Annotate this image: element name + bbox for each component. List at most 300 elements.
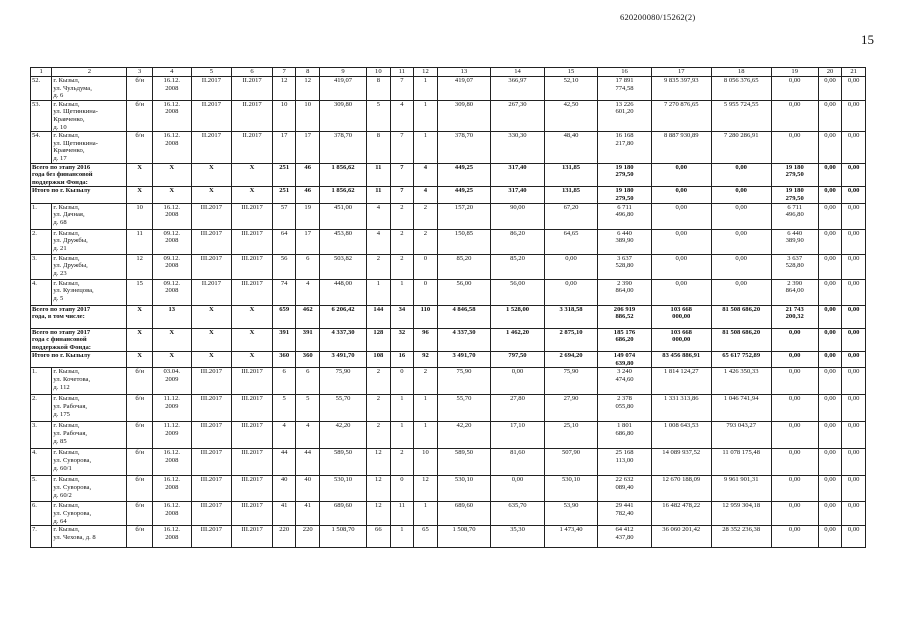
table-cell: 19 180 279,50 <box>598 187 652 203</box>
table-cell: III.2017 <box>191 422 232 449</box>
table-row <box>31 254 866 279</box>
table-cell: X <box>191 163 232 187</box>
table-cell: 0 <box>414 254 438 279</box>
table-cell: 0,00 <box>842 163 866 187</box>
table-cell: III.2017 <box>232 526 273 548</box>
table-row <box>31 77 866 101</box>
table-cell: 6 440 389,90 <box>771 229 818 254</box>
table-cell: 96 <box>414 328 438 352</box>
table-cell: 1 426 350,33 <box>711 368 771 395</box>
table-cell: 17 <box>296 132 320 163</box>
table-cell: 11 <box>390 502 414 526</box>
table-cell: 75,90 <box>544 368 598 395</box>
table-cell: 17 <box>272 132 296 163</box>
table-cell: 0,00 <box>818 395 842 422</box>
table-cell: 11 078 175,48 <box>711 449 771 476</box>
table-cell: 0,00 <box>491 368 545 395</box>
table-cell: 42,20 <box>319 422 366 449</box>
table-cell: 7 <box>390 187 414 203</box>
table-cell: III.2017 <box>191 229 232 254</box>
table-cell: 10 <box>414 449 438 476</box>
table-cell: г. Кызыл, ул. Рабочая, д. 175 <box>52 395 127 422</box>
table-cell: 419,07 <box>319 77 366 101</box>
table-cell: X <box>153 352 192 368</box>
table-cell: 16.12. 2008 <box>153 77 192 101</box>
table-cell: 391 <box>272 328 296 352</box>
table-cell: 0,00 <box>818 352 842 368</box>
table-cell: 309,80 <box>319 100 366 131</box>
table-cell: Итого по г. Кызылу <box>31 352 127 368</box>
table-cell: 0,00 <box>771 328 818 352</box>
table-cell: 391 <box>296 328 320 352</box>
table-cell: X <box>127 305 153 328</box>
table-cell: 25,10 <box>544 422 598 449</box>
table-cell: 65 <box>414 526 438 548</box>
table-cell: 12 <box>296 77 320 101</box>
table-cell: 3. <box>31 422 52 449</box>
table-cell: 42,50 <box>544 100 598 131</box>
table-cell: III.2017 <box>191 476 232 502</box>
table-cell: 8 887 930,89 <box>651 132 711 163</box>
table-cell: 206 919 886,52 <box>598 305 652 328</box>
table-cell: 6 711 496,80 <box>771 203 818 229</box>
table-cell: 0,00 <box>711 187 771 203</box>
table-cell: 0,00 <box>818 132 842 163</box>
table-cell: 530,10 <box>319 476 366 502</box>
table-cell: 530,10 <box>544 476 598 502</box>
table-cell: 7. <box>31 526 52 548</box>
table-cell: 0,00 <box>818 502 842 526</box>
table-cell: 19 <box>296 203 320 229</box>
table-cell: 12 <box>367 449 391 476</box>
table-cell: III.2017 <box>191 502 232 526</box>
table-cell: 267,30 <box>491 100 545 131</box>
table-cell: 589,50 <box>319 449 366 476</box>
table-cell: 36 060 201,42 <box>651 526 711 548</box>
table-cell: 17,10 <box>491 422 545 449</box>
table-cell: 5. <box>31 476 52 502</box>
table-cell: III.2017 <box>191 449 232 476</box>
table-cell: 5 <box>367 100 391 131</box>
table-cell: 0,00 <box>818 77 842 101</box>
table-cell: 1 <box>414 132 438 163</box>
table-cell: 0 <box>390 368 414 395</box>
table-cell: 4. <box>31 279 52 305</box>
table-cell: 0,00 <box>818 526 842 548</box>
table-row <box>31 395 866 422</box>
table-cell: 1 528,00 <box>491 305 545 328</box>
table-cell: 220 <box>272 526 296 548</box>
table-cell: 150,85 <box>437 229 491 254</box>
table-cell: 0,00 <box>842 132 866 163</box>
table-cell: 52. <box>31 77 52 101</box>
table-cell: 0,00 <box>818 187 842 203</box>
table-cell: 32 <box>390 328 414 352</box>
column-number: 4 <box>153 68 192 77</box>
table-cell: б/н <box>127 526 153 548</box>
table-cell: 366,97 <box>491 77 545 101</box>
table-cell: 12 <box>367 476 391 502</box>
table-cell: г. Кызыл, ул. Чульдума, д. 6 <box>52 77 127 101</box>
table-cell: X <box>127 163 153 187</box>
column-number: 17 <box>651 68 711 77</box>
column-number: 15 <box>544 68 598 77</box>
table-cell: III.2017 <box>232 229 273 254</box>
table-cell: 16.12. 2008 <box>153 449 192 476</box>
table-cell: 0,00 <box>842 526 866 548</box>
table-cell: 0,00 <box>651 229 711 254</box>
table-cell: 0,00 <box>818 229 842 254</box>
column-number: 1 <box>31 68 52 77</box>
table-cell: 19 180 279,50 <box>771 163 818 187</box>
table-cell: г. Кызыл, ул. Суворова, д. 60/2 <box>52 476 127 502</box>
table-cell: 1 814 124,27 <box>651 368 711 395</box>
table-cell: 12 670 188,09 <box>651 476 711 502</box>
column-number: 14 <box>491 68 545 77</box>
table-cell: 1 <box>414 100 438 131</box>
column-number: 16 <box>598 68 652 77</box>
table-cell: 19 180 279,50 <box>598 163 652 187</box>
table-row <box>31 100 866 131</box>
table-cell: 1 <box>390 279 414 305</box>
table-cell: 507,90 <box>544 449 598 476</box>
table-cell: 09.12. 2008 <box>153 229 192 254</box>
table-cell: 0,00 <box>818 279 842 305</box>
table-cell: 55,70 <box>319 395 366 422</box>
table-cell: 40 <box>296 476 320 502</box>
table-row <box>31 368 866 395</box>
table-cell: г. Кызыл, ул. Суворова, д. 64 <box>52 502 127 526</box>
table-cell: г. Кызыл, ул. Щетинкина- Кравченко, д. 10 <box>52 100 127 131</box>
table-cell: 8 <box>367 132 391 163</box>
table-cell: 53. <box>31 100 52 131</box>
table-cell: 64,65 <box>544 229 598 254</box>
table-cell: 27,90 <box>544 395 598 422</box>
table-cell: 65 617 752,89 <box>711 352 771 368</box>
table-cell: X <box>191 328 232 352</box>
table-cell: 56,00 <box>491 279 545 305</box>
table-cell: 4 <box>390 100 414 131</box>
table-cell: III.2017 <box>191 526 232 548</box>
table-cell: 0,00 <box>711 279 771 305</box>
table-cell: 378,70 <box>437 132 491 163</box>
table-cell: 0,00 <box>771 502 818 526</box>
table-cell: X <box>232 187 273 203</box>
table-cell: 1 856,62 <box>319 187 366 203</box>
table-cell: 110 <box>414 305 438 328</box>
table-cell: 128 <box>367 328 391 352</box>
page-number: 15 <box>861 32 874 47</box>
table-cell: 108 <box>367 352 391 368</box>
table-cell: 0,00 <box>651 203 711 229</box>
table-cell: X <box>127 328 153 352</box>
table-cell: 1 856,62 <box>319 163 366 187</box>
table-cell: 21 743 200,32 <box>771 305 818 328</box>
table-cell: 7 <box>390 132 414 163</box>
table-cell: II.2017 <box>232 100 273 131</box>
table-cell: 220 <box>296 526 320 548</box>
column-number: 8 <box>296 68 320 77</box>
table-row <box>31 449 866 476</box>
table-cell: 1 <box>414 77 438 101</box>
table-cell: II.2017 <box>232 132 273 163</box>
table-cell: г. Кызыл, ул. Щетинкина- Кравченко, д. 17 <box>52 132 127 163</box>
table-cell: 55,70 <box>437 395 491 422</box>
table-cell: 12 <box>127 254 153 279</box>
table-cell: 81 508 686,20 <box>711 328 771 352</box>
table-cell: 4 <box>367 203 391 229</box>
table-cell: 66 <box>367 526 391 548</box>
table-cell: 54. <box>31 132 52 163</box>
table-cell: 659 <box>272 305 296 328</box>
table-cell: 635,70 <box>491 502 545 526</box>
table-cell: X <box>153 187 192 203</box>
table-cell: 689,60 <box>437 502 491 526</box>
table-cell: III.2017 <box>232 476 273 502</box>
table-cell: 17 <box>296 229 320 254</box>
table-cell: 0,00 <box>818 203 842 229</box>
table-cell: 503,82 <box>319 254 366 279</box>
table-cell: 0,00 <box>711 203 771 229</box>
table-cell: 16 <box>390 352 414 368</box>
table-cell: 3 637 528,80 <box>598 254 652 279</box>
table-cell: 0,00 <box>818 328 842 352</box>
table-cell: 52,10 <box>544 77 598 101</box>
table-cell: 0 <box>414 279 438 305</box>
table-cell: 2 694,20 <box>544 352 598 368</box>
table-cell: г. Кызыл, ул. Кочетова, д. 112 <box>52 368 127 395</box>
table-cell: 8 056 376,65 <box>711 77 771 101</box>
table-cell: 09.12. 2008 <box>153 254 192 279</box>
summary-row <box>31 163 866 187</box>
table-cell: 0,00 <box>651 279 711 305</box>
table-cell: 360 <box>272 352 296 368</box>
table-row <box>31 502 866 526</box>
table-cell: 1 <box>414 395 438 422</box>
table-cell: 0,00 <box>711 254 771 279</box>
table-cell: 2 378 055,80 <box>598 395 652 422</box>
table-cell: 53,90 <box>544 502 598 526</box>
table-cell: 144 <box>367 305 391 328</box>
table-cell: 0,00 <box>842 279 866 305</box>
table-cell: 0,00 <box>711 229 771 254</box>
table-cell: 2 390 864,00 <box>598 279 652 305</box>
table-cell: 40 <box>272 476 296 502</box>
table-cell: 41 <box>272 502 296 526</box>
table-cell: III.2017 <box>191 368 232 395</box>
table-cell: 317,40 <box>491 187 545 203</box>
table-cell: б/н <box>127 476 153 502</box>
table-cell: 2. <box>31 229 52 254</box>
table-cell: 5 <box>272 395 296 422</box>
table-cell: 0,00 <box>842 395 866 422</box>
table-cell: 28 352 236,38 <box>711 526 771 548</box>
table-cell: 0,00 <box>491 476 545 502</box>
column-number: 19 <box>771 68 818 77</box>
table-cell: 797,50 <box>491 352 545 368</box>
summary-row <box>31 187 866 203</box>
table-cell: X <box>232 352 273 368</box>
table-cell: б/н <box>127 395 153 422</box>
table-cell: 46 <box>296 163 320 187</box>
table-cell: 3. <box>31 254 52 279</box>
table-cell: 16.12. 2008 <box>153 526 192 548</box>
table-cell: 0,00 <box>818 449 842 476</box>
table-cell: 1 508,70 <box>319 526 366 548</box>
table-cell: 19 180 279,50 <box>771 187 818 203</box>
table-cell: 1 508,70 <box>437 526 491 548</box>
table-cell: 4. <box>31 449 52 476</box>
table-cell: 0,00 <box>651 163 711 187</box>
table-cell: 0,00 <box>771 526 818 548</box>
table-cell: 1 331 313,86 <box>651 395 711 422</box>
table-cell: III.2017 <box>232 254 273 279</box>
table-cell: г. Кызыл, ул. Рабочая, д. 85 <box>52 422 127 449</box>
table-cell: 448,00 <box>319 279 366 305</box>
table-cell: 7 <box>390 77 414 101</box>
table-cell: 317,40 <box>491 163 545 187</box>
table-cell: 56 <box>272 254 296 279</box>
table-cell: III.2017 <box>232 422 273 449</box>
table-cell: 56,00 <box>437 279 491 305</box>
table-cell: 16.12. 2008 <box>153 502 192 526</box>
table-cell: 34 <box>390 305 414 328</box>
table-cell: II.2017 <box>191 279 232 305</box>
table-cell: 251 <box>272 163 296 187</box>
table-cell: 0,00 <box>842 203 866 229</box>
table-cell: б/н <box>127 77 153 101</box>
table-cell: 2 <box>367 422 391 449</box>
table-cell: 185 176 686,20 <box>598 328 652 352</box>
summary-row <box>31 328 866 352</box>
table-cell: 85,20 <box>437 254 491 279</box>
table-cell: 6 711 496,80 <box>598 203 652 229</box>
table-cell: 2 <box>414 229 438 254</box>
table-cell: 4 337,30 <box>319 328 366 352</box>
table-cell: 0,00 <box>771 132 818 163</box>
table-cell: 86,20 <box>491 229 545 254</box>
table-cell: II.2017 <box>191 77 232 101</box>
table-cell: 81,60 <box>491 449 545 476</box>
table-cell: 11.12. 2009 <box>153 395 192 422</box>
table-cell: 15 <box>127 279 153 305</box>
table-cell: 0,00 <box>842 352 866 368</box>
table-cell: X <box>191 305 232 328</box>
table-cell: 103 668 000,00 <box>651 305 711 328</box>
table-cell: 1 <box>390 395 414 422</box>
table-cell: 2 <box>414 368 438 395</box>
table-cell: 0,00 <box>771 352 818 368</box>
table-cell: 689,60 <box>319 502 366 526</box>
table-cell: 1 <box>414 422 438 449</box>
table-cell: 6 <box>296 254 320 279</box>
table-row <box>31 476 866 502</box>
table-cell: 2 <box>367 254 391 279</box>
table-cell: 67,20 <box>544 203 598 229</box>
table-cell: 09.12. 2008 <box>153 279 192 305</box>
table-cell: 4 337,30 <box>437 328 491 352</box>
table-cell: 11 <box>127 229 153 254</box>
table-cell: 7 270 876,65 <box>651 100 711 131</box>
table-cell: 1. <box>31 368 52 395</box>
table-cell: 0,00 <box>842 502 866 526</box>
table-cell: 6 206,42 <box>319 305 366 328</box>
table-cell: 3 240 474,60 <box>598 368 652 395</box>
table-cell: 1. <box>31 203 52 229</box>
table-cell: 16.12. 2008 <box>153 203 192 229</box>
table-cell: X <box>232 305 273 328</box>
table-cell: 42,20 <box>437 422 491 449</box>
table-cell: 0,00 <box>818 305 842 328</box>
table-cell: 2 <box>390 449 414 476</box>
column-number: 12 <box>414 68 438 77</box>
table-cell: 48,40 <box>544 132 598 163</box>
table-cell: 16 168 217,80 <box>598 132 652 163</box>
table-cell: 57 <box>272 203 296 229</box>
table-cell: б/н <box>127 100 153 131</box>
table-cell: III.2017 <box>232 279 273 305</box>
table-cell: 7 <box>390 163 414 187</box>
table-cell: 0,00 <box>842 229 866 254</box>
table-cell: 4 <box>414 187 438 203</box>
table-row <box>31 229 866 254</box>
table-cell: III.2017 <box>232 368 273 395</box>
table-cell: 0,00 <box>842 422 866 449</box>
table-cell: 64 <box>272 229 296 254</box>
table-cell: 10 <box>272 100 296 131</box>
table-cell: 1 462,20 <box>491 328 545 352</box>
table-cell: 0,00 <box>842 100 866 131</box>
table-cell: 16.12. 2008 <box>153 132 192 163</box>
table-row <box>31 279 866 305</box>
table-cell: 0,00 <box>842 305 866 328</box>
table-cell: 5 955 724,55 <box>711 100 771 131</box>
table-cell: 8 <box>367 77 391 101</box>
column-number: 5 <box>191 68 232 77</box>
table-cell: 131,85 <box>544 163 598 187</box>
table-cell: 0,00 <box>544 279 598 305</box>
table-cell: 35,30 <box>491 526 545 548</box>
table-cell: 0,00 <box>544 254 598 279</box>
table-cell: II.2017 <box>232 77 273 101</box>
table-cell: 14 089 937,52 <box>651 449 711 476</box>
table-cell: 1 801 686,80 <box>598 422 652 449</box>
table-cell: 6 440 389,90 <box>598 229 652 254</box>
data-table <box>30 67 866 548</box>
table-cell: 0,00 <box>818 100 842 131</box>
column-number: 20 <box>818 68 842 77</box>
table-cell: Всего по этапу 2017 года, в том числе: <box>31 305 127 328</box>
table-cell: 2 <box>390 203 414 229</box>
table-cell: 27,80 <box>491 395 545 422</box>
table-cell: 0,00 <box>818 422 842 449</box>
table-cell: 360 <box>296 352 320 368</box>
table-cell: 90,00 <box>491 203 545 229</box>
table-cell: 0,00 <box>818 163 842 187</box>
column-number: 9 <box>319 68 366 77</box>
column-number: 11 <box>390 68 414 77</box>
column-number: 13 <box>437 68 491 77</box>
table-cell: г. Кызыл, ул. Дружбы, д. 23 <box>52 254 127 279</box>
table-cell: 1 <box>414 502 438 526</box>
table-cell: б/н <box>127 422 153 449</box>
table-cell: 0,00 <box>842 476 866 502</box>
column-number: 6 <box>232 68 273 77</box>
table-cell: г. Кызыл, ул. Суворова, д. 60/1 <box>52 449 127 476</box>
table-cell: 3 491,70 <box>319 352 366 368</box>
table-cell: 74 <box>272 279 296 305</box>
table-cell: 17 891 774,58 <box>598 77 652 101</box>
